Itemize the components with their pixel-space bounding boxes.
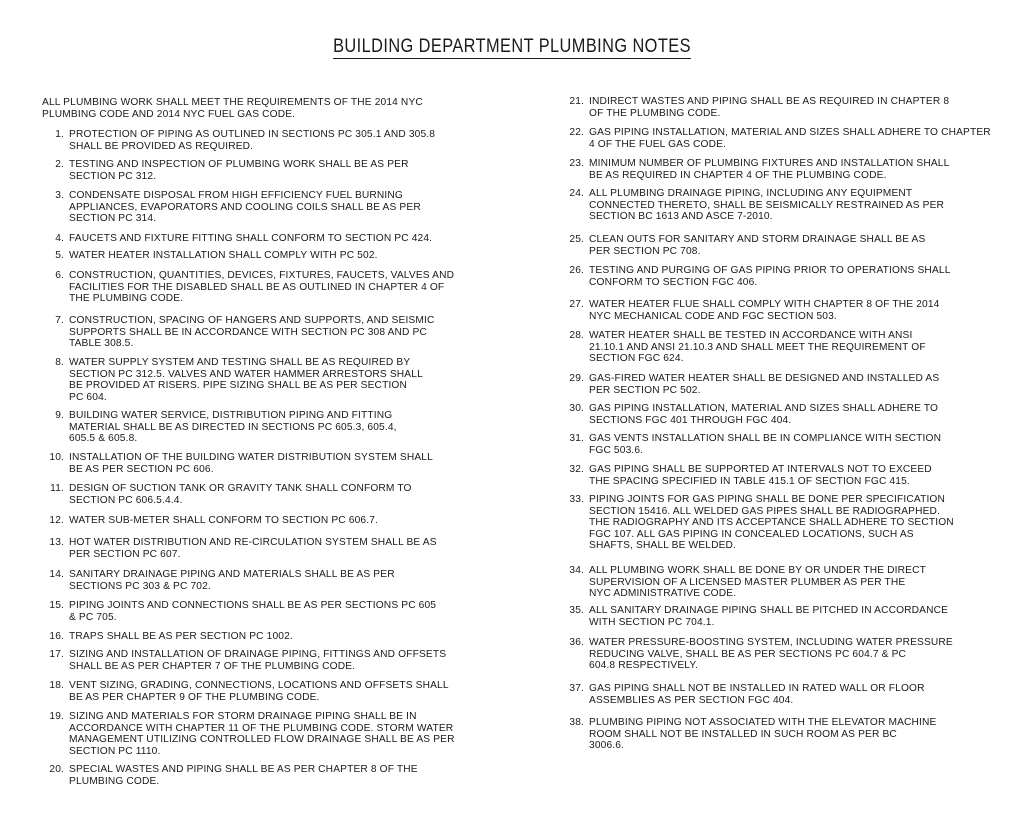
note-text: INDIRECT WASTES AND PIPING SHALL BE AS REQUIRED IN CHAPTER 8 OF THE PLUMBING CODE. (589, 96, 950, 119)
note-text: ALL SANITARY DRAINAGE PIPING SHALL BE PITCHED IN ACCORDANCE WITH SECTION PC 704.1. (589, 605, 949, 628)
note-text: WATER PRESSURE-BOOSTING SYSTEM, INCLUDING WATER PRESSURE REDUCING VALVE, SHALL BE AS PER SECTIONS PC 604.7 & PC 604.8 RESPECTIVELY. (589, 637, 953, 671)
note-text: PIPING JOINTS FOR GAS PIPING SHALL BE DONE PER SPECIFICATION SECTION 15416. ALL WELDED GAS PIPES SHALL BE RADIOGRAPHED. THE RADIOGRAPHY AND ITS ACCEPTANCE SHALL ADHERE TO SECTION FGC 107. ALL GAS PIPING IN CONCEALED LOCATIONS, SUCH AS SHAFTS, SHALL BE WELDED. (589, 494, 954, 551)
note-text: TESTING AND PURGING OF GAS PIPING PRIOR TO OPERATIONS SHALL CONFORM TO SECTION FGC 406. (589, 265, 951, 288)
note-text: SIZING AND MATERIALS FOR STORM DRAINAGE PIPING SHALL BE IN ACCORDANCE WITH CHAPTER 11 OF THE PLUMBING CODE. STORM WATER MANAGEMENT UTILIZING CONTROLLED FLOW DRAINAGE SHALL BE AS PER SECTION PC 1110. (69, 711, 455, 757)
note-number: 1. (55, 129, 64, 140)
note-number: 14. (49, 569, 64, 580)
note-text: SIZING AND INSTALLATION OF DRAINAGE PIPING, FITTINGS AND OFFSETS SHALL BE AS PER CHAPTER 7 OF THE PLUMBING CODE. (69, 649, 447, 672)
note-number: 16. (49, 631, 64, 642)
note-text: WATER HEATER FLUE SHALL COMPLY WITH CHAPTER 8 OF THE 2014 NYC MECHANICAL CODE AND FGC SECTION 503. (589, 299, 940, 322)
sheet-title (72, 36, 953, 58)
note-text: CONSTRUCTION, SPACING OF HANGERS AND SUPPORTS, AND SEISMIC SUPPORTS SHALL BE IN ACCORDANCE WITH SECTION PC 308 AND PC TABLE 308.5. (69, 315, 435, 349)
note-number: 5. (55, 250, 64, 261)
note-number: 38. (569, 717, 584, 728)
note-text: TRAPS SHALL BE AS PER SECTION PC 1002. (69, 631, 293, 642)
note-number: 4. (55, 233, 64, 244)
note-text: HOT WATER DISTRIBUTION AND RE-CIRCULATION SYSTEM SHALL BE AS PER SECTION PC 607. (69, 537, 437, 560)
note-number: 17. (49, 649, 64, 660)
note-number: 32. (569, 464, 584, 475)
note-number: 6. (55, 270, 64, 281)
note-text: GAS VENTS INSTALLATION SHALL BE IN COMPLIANCE WITH SECTION FGC 503.6. (589, 433, 942, 456)
note-number: 7. (55, 315, 64, 326)
note-text: ALL PLUMBING DRAINAGE PIPING, INCLUDING ANY EQUIPMENT CONNECTED THERETO, SHALL BE SEISMICALLY RESTRAINED AS PER SECTION BC 1613 AND ASCE 7-2010. (589, 188, 945, 222)
note-text: VENT SIZING, GRADING, CONNECTIONS, LOCATIONS AND OFFSETS SHALL BE AS PER CHAPTER 9 OF THE PLUMBING CODE. (69, 680, 449, 703)
note-number: 26. (569, 265, 584, 276)
note-number: 35. (569, 605, 584, 616)
note-text: GAS PIPING SHALL BE SUPPORTED AT INTERVALS NOT TO EXCEED THE SPACING SPECIFIED IN TABLE 415.1 OF SECTION FGC 415. (589, 464, 932, 487)
note-text: WATER HEATER INSTALLATION SHALL COMPLY WITH PC 502. (69, 250, 378, 261)
note-text: WATER SUB-METER SHALL CONFORM TO SECTION PC 606.7. (69, 515, 379, 526)
note-number: 28. (569, 330, 584, 341)
note-number: 25. (569, 234, 584, 245)
note-text: FAUCETS AND FIXTURE FITTING SHALL CONFORM TO SECTION PC 424. (69, 233, 433, 244)
note-number: 31. (569, 433, 584, 444)
note-text: PIPING JOINTS AND CONNECTIONS SHALL BE AS PER SECTIONS PC 605 & PC 705. (69, 600, 437, 623)
note-text: BUILDING WATER SERVICE, DISTRIBUTION PIPING AND FITTING MATERIAL SHALL BE AS DIRECTED IN SECTIONS PC 605.3, 605.4, 605.5 & 605.8. (69, 410, 397, 444)
note-number: 18. (49, 680, 64, 691)
note-text: GAS PIPING INSTALLATION, MATERIAL AND SIZES SHALL ADHERE TO CHAPTER 4 OF THE FUEL GAS CODE. (589, 127, 991, 150)
note-text: PLUMBING PIPING NOT ASSOCIATED WITH THE ELEVATOR MACHINE ROOM SHALL NOT BE INSTALLED IN SUCH ROOM AS PER BC 3006.6. (589, 717, 937, 751)
note-number: 15. (49, 600, 64, 611)
note-number: 29. (569, 373, 584, 384)
note-text: MINIMUM NUMBER OF PLUMBING FIXTURES AND INSTALLATION SHALL BE AS REQUIRED IN CHAPTER 4 OF THE PLUMBING CODE. (589, 158, 950, 181)
note-text: WATER HEATER SHALL BE TESTED IN ACCORDANCE WITH ANSI 21.10.1 AND ANSI 21.10.3 AND SHALL MEET THE REQUIREMENT OF SECTION FGC 624. (589, 330, 926, 364)
note-number: 10. (49, 452, 64, 463)
note-text: PROTECTION OF PIPING AS OUTLINED IN SECTIONS PC 305.1 AND 305.8 SHALL BE PROVIDED AS REQUIRED. (69, 129, 436, 152)
note-number: 13. (49, 537, 64, 548)
note-text: ALL PLUMBING WORK SHALL BE DONE BY OR UNDER THE DIRECT SUPERVISION OF A LICENSED MASTER PLUMBER AS PER THE NYC ADMINISTRATIVE CODE. (589, 565, 926, 599)
intro-paragraph: ALL PLUMBING WORK SHALL MEET THE REQUIREMENTS OF THE 2014 NYC PLUMBING CODE AND 2014 NYC FUEL GAS CODE. (42, 97, 423, 120)
note-number: 23. (569, 158, 584, 169)
note-number: 8. (55, 357, 64, 368)
note-text: CLEAN OUTS FOR SANITARY AND STORM DRAINAGE SHALL BE AS PER SECTION PC 708. (589, 234, 926, 257)
note-text: SANITARY DRAINAGE PIPING AND MATERIALS SHALL BE AS PER SECTIONS PC 303 & PC 702. (69, 569, 395, 592)
note-number: 37. (569, 683, 584, 694)
note-number: 3. (55, 190, 64, 201)
note-number: 12. (49, 515, 64, 526)
note-number: 9. (55, 410, 64, 421)
note-number: 27. (569, 299, 584, 310)
note-text: INSTALLATION OF THE BUILDING WATER DISTRIBUTION SYSTEM SHALL BE AS PER SECTION PC 606. (69, 452, 433, 475)
note-text: GAS PIPING INSTALLATION, MATERIAL AND SIZES SHALL ADHERE TO SECTIONS FGC 401 THROUGH FGC 404. (589, 403, 939, 426)
note-text: GAS PIPING SHALL NOT BE INSTALLED IN RATED WALL OR FLOOR ASSEMBLIES AS PER SECTION FGC 404. (589, 683, 925, 706)
note-number: 22. (569, 127, 584, 138)
note-number: 19. (49, 711, 64, 722)
note-number: 30. (569, 403, 584, 414)
note-text: GAS-FIRED WATER HEATER SHALL BE DESIGNED AND INSTALLED AS PER SECTION PC 502. (589, 373, 940, 396)
note-text: SPECIAL WASTES AND PIPING SHALL BE AS PER CHAPTER 8 OF THE PLUMBING CODE. (69, 764, 418, 787)
note-number: 21. (569, 96, 584, 107)
note-number: 2. (55, 159, 64, 170)
note-text: DESIGN OF SUCTION TANK OR GRAVITY TANK SHALL CONFORM TO SECTION PC 606.5.4.4. (69, 483, 412, 506)
title-text: BUILDING DEPARTMENT PLUMBING NOTES (333, 36, 691, 57)
note-text: CONDENSATE DISPOSAL FROM HIGH EFFICIENCY FUEL BURNING APPLIANCES, EVAPORATORS AND COOLING COILS SHALL BE AS PER SECTION PC 314. (69, 190, 421, 224)
note-text: CONSTRUCTION, QUANTITIES, DEVICES, FIXTURES, FAUCETS, VALVES AND FACILITIES FOR THE DISABLED SHALL BE AS OUTLINED IN CHAPTER 4 OF THE PLUMBING CODE. (69, 270, 455, 304)
note-number: 34. (569, 565, 584, 576)
note-number: 33. (569, 494, 584, 505)
note-number: 36. (569, 637, 584, 648)
note-text: TESTING AND INSPECTION OF PLUMBING WORK SHALL BE AS PER SECTION PC 312. (69, 159, 409, 182)
note-text: WATER SUPPLY SYSTEM AND TESTING SHALL BE AS REQUIRED BY SECTION PC 312.5. VALVES AND WATER HAMMER ARRESTORS SHALL BE PROVIDED AT RISERS. PIPE SIZING SHALL BE AS PER SECTION PC 604. (69, 357, 423, 403)
note-number: 20. (49, 764, 64, 775)
note-number: 11. (50, 483, 64, 494)
note-number: 24. (569, 188, 584, 199)
